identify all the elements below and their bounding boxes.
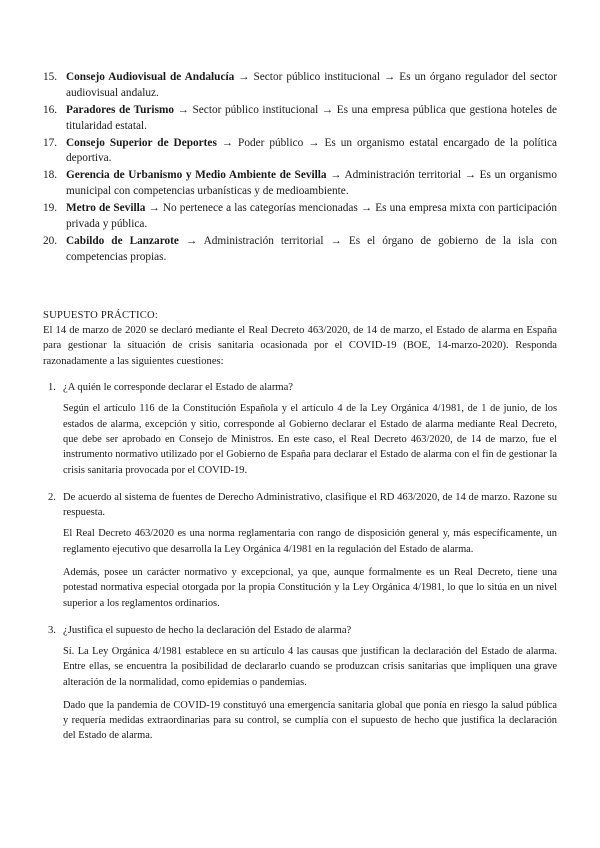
list-item [43, 234, 557, 266]
question-text: De acuerdo al sistema de fuentes de Derecho Administrativo, clasifique el RD 463/2020, de 14 de marzo. Razone su respuesta. [63, 491, 557, 519]
entity-description: → Poder público → Es un organismo estatal encargado de la política deportiva. [66, 136, 557, 165]
entity-description: → Administración territorial → Es el órgano de gobierno de la isla con competencias propias. [66, 234, 558, 263]
entity-name: Consejo Audiovisual de Andalucía [66, 71, 235, 83]
question-number: 3. [48, 624, 56, 636]
list-item [43, 201, 557, 233]
question-item [48, 380, 557, 478]
answer-paragraph: Sí. La Ley Orgánica 4/1981 establece en su artículo 4 las causas que justifican la declaración del Estado de alarma. Entre ellas, se encuentra la posibilidad de declararlo cuando se produzcan crisis sanitarias que impliquen una grave alteración de la normalidad, como epidemias o pandemias. [63, 646, 557, 688]
list-item [43, 70, 557, 102]
question-number: 1. [48, 382, 56, 394]
item-number: 16. [43, 103, 58, 116]
entity-description: → Sector público institucional → Es una empresa pública que gestiona hoteles de titularidad estatal. [66, 103, 557, 132]
question-item [48, 623, 557, 744]
answer-paragraph: Según el artículo 116 de la Constitución Española y el artículo 4 de la Ley Orgánica 4/1981, de 1 de junio, de los estados de alarma, excepción y sitio, corresponde al Gobierno declarar el Estado de alarma mediante Real Decreto, que debe ser aprobado en Consejo de Ministros. En este caso, el Real Decreto 463/2020, de 14 de marzo, fue el instrumento normativo utilizado por el Gobierno de España para declarar el Estado de alarma con el fin de gestionar la crisis sanitaria provocada por el COVID-19. [63, 403, 557, 476]
entity-description: → No pertenece a las categorías mencionadas → Es una empresa mixta con participación privada y pública. [66, 202, 558, 230]
item-number: 15. [43, 71, 58, 83]
list-item [43, 136, 557, 168]
entity-name: Consejo Superior de Deportes [66, 136, 217, 149]
question-number: 2. [48, 491, 56, 503]
entity-name: Paradores de Turismo [66, 103, 175, 116]
answer-paragraph: Además, posee un carácter normativo y excepcional, ya que, aunque formalmente es un Real Decreto, tiene una potestad normativa especial otorgada por la propia Constitución y la Ley Orgánica 4/1981, lo que lo sitúa en un nivel superior a los reglamentos ordinarios. [63, 566, 557, 609]
entity-description: → Administración territorial → Es un organismo municipal con competencias urbanísticas y de medioambiente. [66, 169, 557, 198]
list-item [43, 103, 557, 135]
section-intro: El 14 de marzo de 2020 se declaró mediante el Real Decreto 463/2020, de 14 de marzo, el Estado de alarma en España para gestionar la situación de crisis sanitaria ocasionada por el COVID-19 (BOE, 14-marzo-2020). Responda razonadamente a las siguientes cuestiones: [43, 325, 557, 367]
section-heading: SUPUESTO PRÁCTICO: [43, 310, 158, 321]
list-item [43, 168, 557, 200]
item-number: 20. [43, 234, 58, 247]
question-text: ¿A quién le corresponde declarar el Estado de alarma? [63, 382, 294, 394]
supuesto-section [43, 309, 557, 744]
item-number: 17. [43, 136, 58, 149]
entity-name: Metro de Sevilla [66, 202, 146, 215]
entity-name: Gerencia de Urbanismo y Medio Ambiente de Sevilla [66, 169, 327, 182]
question-text: ¿Justifica el supuesto de hecho la declaración del Estado de alarma? [63, 624, 352, 636]
entity-name: Cabildo de Lanzarote [66, 234, 179, 247]
entity-description: → Sector público institucional → Es un órgano regulador del sector audiovisual andaluz. [66, 71, 557, 99]
answer-paragraph: Dado que la pandemia de COVID-19 constituyó una emergencia sanitaria global que ponía en riesgo la salud pública y requería medidas extraordinarias para su control, se cumplía con el supuesto de hecho que justifica la declaración del Estado de alarma. [63, 699, 557, 742]
item-number: 19. [43, 202, 58, 215]
item-number: 18. [43, 169, 58, 182]
entity-list [43, 70, 557, 267]
question-item [48, 490, 557, 611]
answer-paragraph: El Real Decreto 463/2020 es una norma reglamentaria con rango de disposición general y, más específicamente, un reglamento ejecutivo que desarrolla la Ley Orgánica 4/1981 en la regulación del Estado de alarma. [63, 528, 557, 555]
